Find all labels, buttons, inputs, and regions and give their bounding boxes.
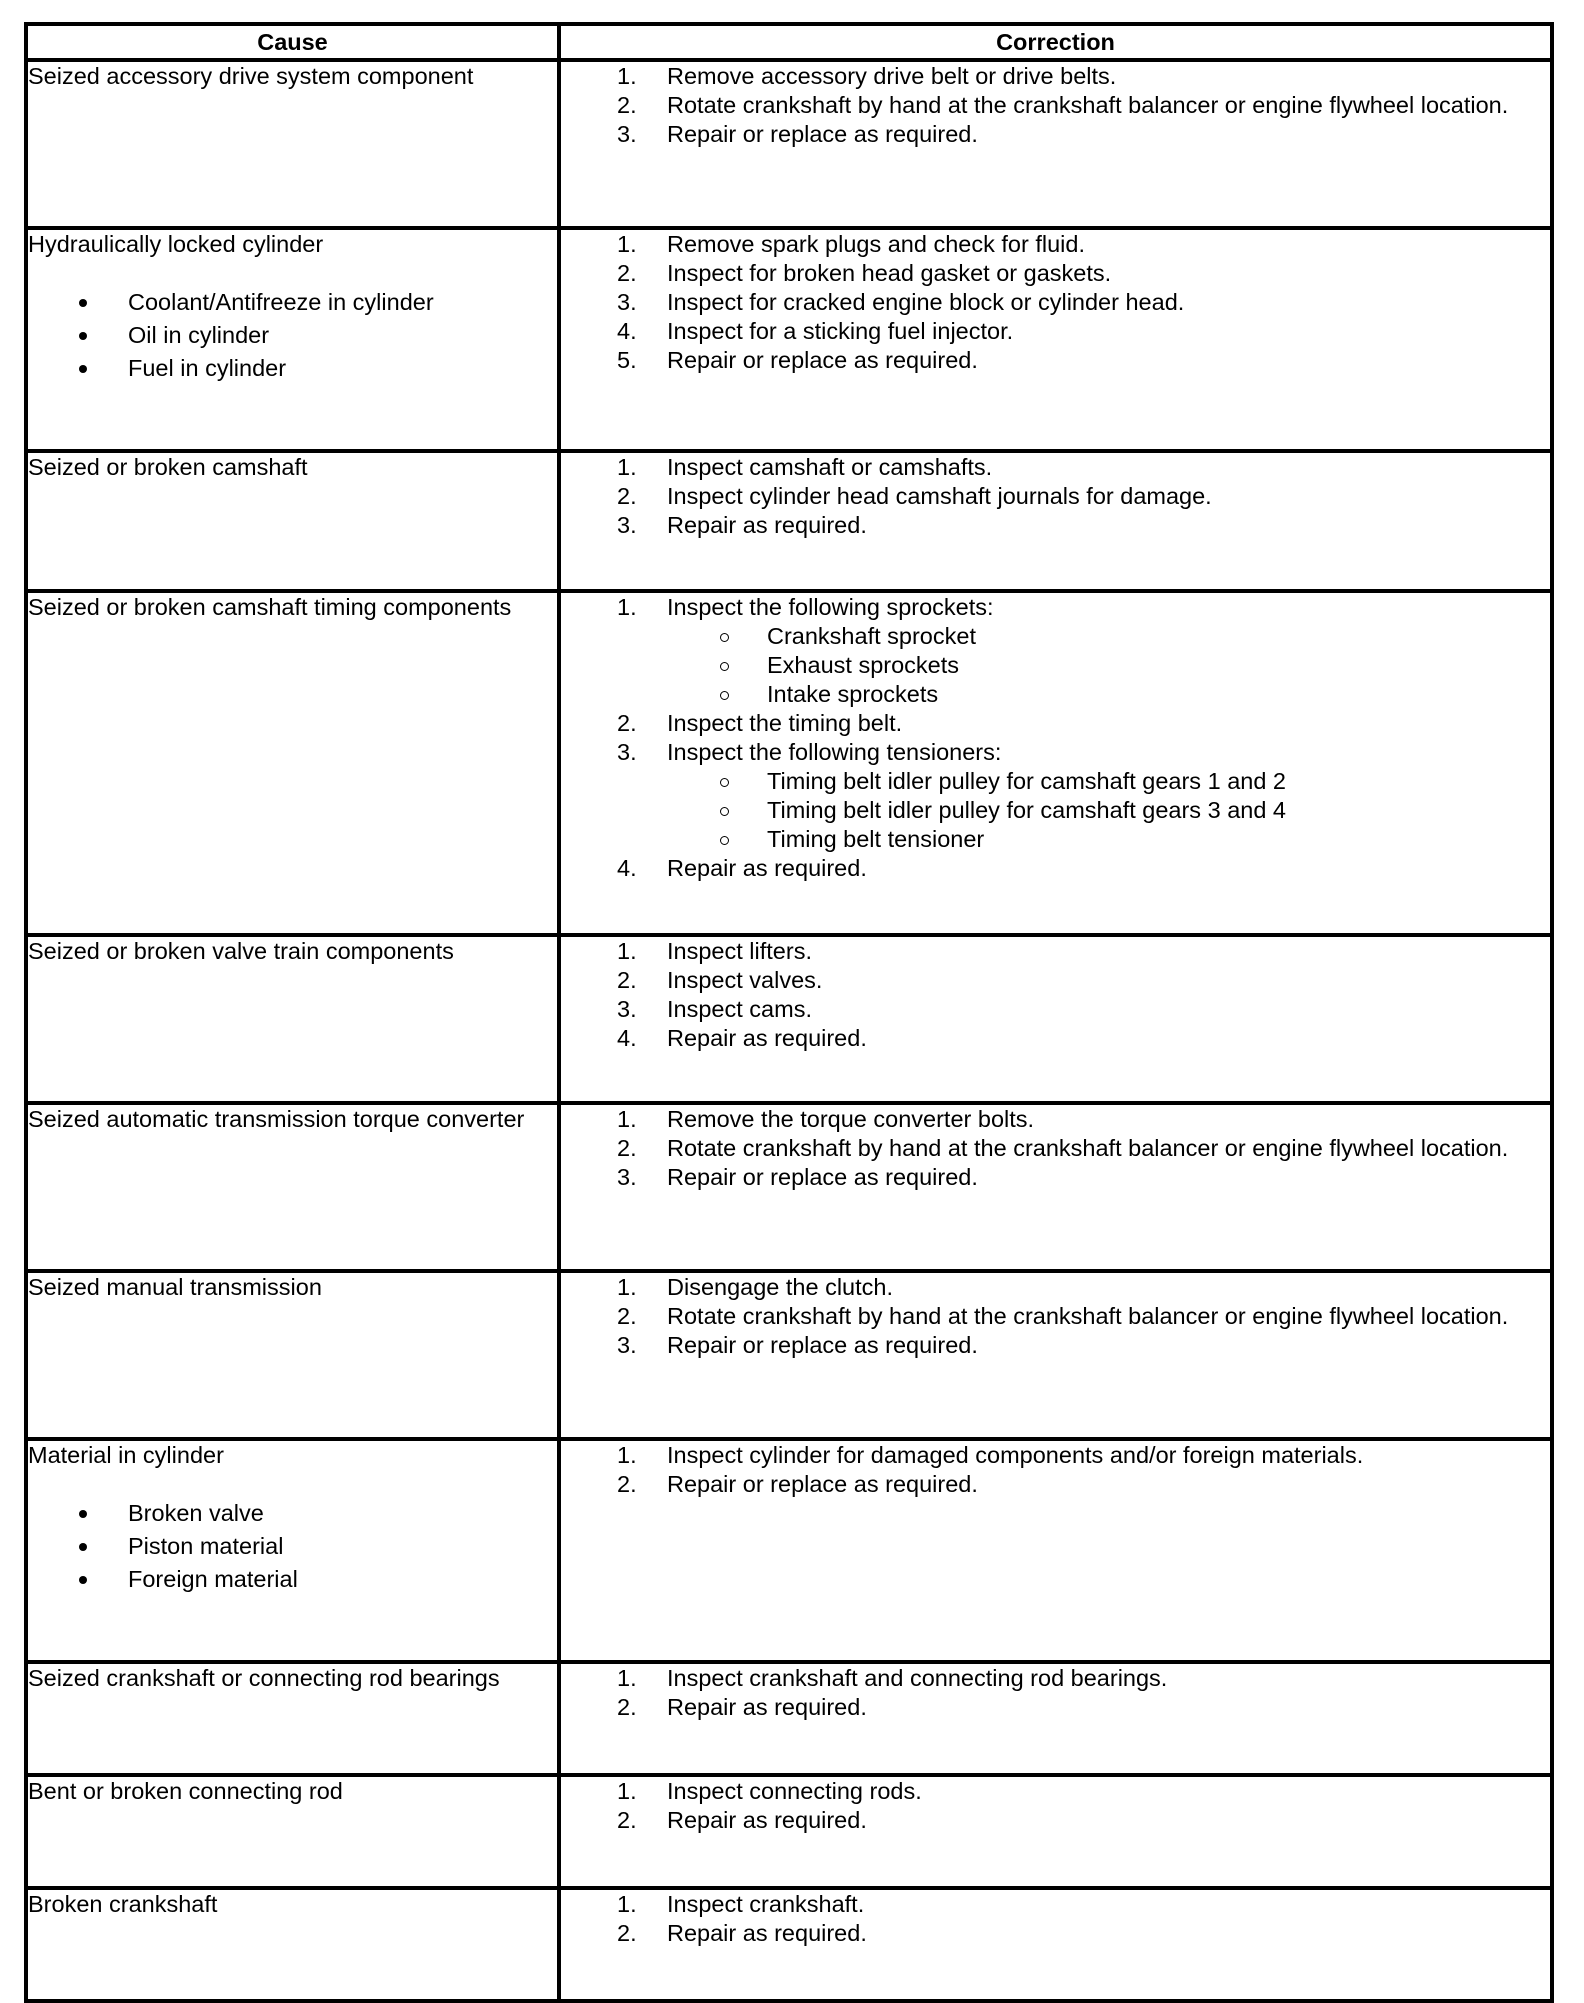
cause-text: Seized automatic transmission torque converter — [28, 1106, 525, 1132]
cause-cell — [26, 1439, 559, 1662]
bullet-dot-icon — [79, 365, 87, 373]
step-text: Rotate crankshaft by hand at the crankshaft balancer or engine flywheel location. — [667, 1303, 1509, 1329]
step-number: 3. — [617, 512, 637, 538]
step-number: 1. — [617, 594, 637, 620]
correction-cell — [559, 1888, 1552, 2001]
step-text: Repair as required. — [667, 512, 867, 538]
correction-step — [561, 288, 1550, 317]
cause-cell — [26, 228, 559, 451]
step-number: 4. — [617, 318, 637, 344]
cause-bullet-text: Piston material — [128, 1533, 284, 1559]
correction-step — [561, 1919, 1550, 1948]
step-text: Inspect camshaft or camshafts. — [667, 454, 993, 480]
correction-step — [561, 259, 1550, 288]
cause-bullet-item — [28, 319, 557, 352]
cause-bullet-text: Fuel in cylinder — [128, 355, 287, 381]
cause-bullet-text: Oil in cylinder — [128, 322, 270, 348]
table-row — [26, 1662, 1552, 1775]
cause-cell — [26, 1662, 559, 1775]
step-text: Inspect the timing belt. — [667, 710, 903, 736]
correction-steps-list — [561, 62, 1550, 149]
sub-step-text: Timing belt idler pulley for camshaft gears 1 and 2 — [767, 768, 1286, 794]
step-text: Remove accessory drive belt or drive belts. — [667, 63, 1117, 89]
hollow-circle-bullet-icon — [720, 836, 729, 845]
step-number: 1. — [617, 1891, 637, 1917]
cause-text: Bent or broken connecting rod — [28, 1778, 343, 1804]
step-text: Repair as required. — [667, 1807, 867, 1833]
correction-step — [561, 346, 1550, 375]
step-text: Inspect connecting rods. — [667, 1778, 922, 1804]
cause-text: Seized manual transmission — [28, 1274, 322, 1300]
step-text: Inspect for a sticking fuel injector. — [667, 318, 1014, 344]
cause-bullet-text: Coolant/Antifreeze in cylinder — [128, 289, 434, 315]
cause-bullet-text: Foreign material — [128, 1566, 298, 1592]
step-text: Repair as required. — [667, 1694, 867, 1720]
correction-cell — [559, 1775, 1552, 1888]
table-row — [26, 1271, 1552, 1439]
cause-text: Material in cylinder — [28, 1442, 224, 1468]
table-row — [26, 60, 1552, 228]
step-number: 1. — [617, 1665, 637, 1691]
correction-step — [561, 230, 1550, 259]
step-number: 2. — [617, 1807, 637, 1833]
step-text: Disengage the clutch. — [667, 1274, 894, 1300]
step-text: Rotate crankshaft by hand at the crankshaft balancer or engine flywheel location. — [667, 92, 1509, 118]
hollow-circle-bullet-icon — [720, 662, 729, 671]
step-text: Inspect crankshaft. — [667, 1891, 865, 1917]
correction-cell — [559, 451, 1552, 591]
correction-steps-list — [561, 1105, 1550, 1192]
correction-steps-list — [561, 1890, 1550, 1948]
correction-step — [561, 1273, 1550, 1302]
cause-text: Seized accessory drive system component — [28, 63, 474, 89]
sub-step-text: Intake sprockets — [767, 681, 939, 707]
cause-text: Broken crankshaft — [28, 1891, 218, 1917]
cause-bullet-item — [28, 286, 557, 319]
cause-text: Seized crankshaft or connecting rod bearings — [28, 1665, 500, 1691]
step-number: 2. — [617, 1303, 637, 1329]
cause-bullet-list — [28, 286, 557, 385]
step-number: 3. — [617, 1332, 637, 1358]
table-header-row — [26, 24, 1552, 60]
correction-cell — [559, 591, 1552, 935]
table-row — [26, 591, 1552, 935]
correction-step — [561, 1470, 1550, 1499]
correction-step — [561, 1777, 1550, 1806]
correction-steps-list — [561, 1664, 1550, 1722]
step-number: 2. — [617, 1471, 637, 1497]
bullet-dot-icon — [79, 332, 87, 340]
correction-steps-list — [561, 1777, 1550, 1835]
cause-text: Hydraulically locked cylinder — [28, 231, 324, 257]
step-number: 1. — [617, 938, 637, 964]
cause-bullet-item — [28, 352, 557, 385]
correction-steps-list — [561, 1273, 1550, 1360]
correction-step — [561, 1693, 1550, 1722]
table-body — [26, 60, 1552, 2001]
step-text: Inspect valves. — [667, 967, 823, 993]
sub-step-text: Timing belt tensioner — [767, 826, 985, 852]
step-number: 2. — [617, 967, 637, 993]
sub-step-list — [667, 622, 1550, 709]
correction-step — [561, 91, 1550, 120]
cause-bullet-item — [28, 1563, 557, 1596]
step-text: Inspect crankshaft and connecting rod bearings. — [667, 1665, 1168, 1691]
cause-cell — [26, 451, 559, 591]
step-text: Repair as required. — [667, 1920, 867, 1946]
sub-step-text: Exhaust sprockets — [767, 652, 960, 678]
hollow-circle-bullet-icon — [720, 633, 729, 642]
step-text: Repair as required. — [667, 855, 867, 881]
step-number: 1. — [617, 63, 637, 89]
cause-cell — [26, 1888, 559, 2001]
cause-bullet-list — [28, 1497, 557, 1596]
table-row — [26, 935, 1552, 1103]
cause-cell — [26, 591, 559, 935]
correction-step — [561, 120, 1550, 149]
sub-step-item — [667, 796, 1550, 825]
step-text: Repair or replace as required. — [667, 1332, 978, 1358]
correction-step — [561, 1806, 1550, 1835]
correction-steps-list — [561, 230, 1550, 375]
step-number: 5. — [617, 347, 637, 373]
step-number: 4. — [617, 1025, 637, 1051]
correction-steps-list — [561, 453, 1550, 540]
cause-bullet-item — [28, 1497, 557, 1530]
sub-step-item — [667, 825, 1550, 854]
step-text: Inspect the following sprockets: — [667, 594, 994, 620]
correction-steps-list — [561, 593, 1550, 883]
step-text: Inspect the following tensioners: — [667, 739, 1002, 765]
sub-step-text: Timing belt idler pulley for camshaft gears 3 and 4 — [767, 797, 1286, 823]
correction-step — [561, 854, 1550, 883]
sub-step-item — [667, 680, 1550, 709]
cause-text: Seized or broken camshaft timing components — [28, 594, 512, 620]
correction-cell — [559, 1439, 1552, 1662]
correction-cell — [559, 228, 1552, 451]
sub-step-list — [667, 767, 1550, 854]
step-number: 1. — [617, 231, 637, 257]
correction-step — [561, 1664, 1550, 1693]
step-text: Inspect cams. — [667, 996, 812, 1022]
step-text: Inspect cylinder for damaged components and/or foreign materials. — [667, 1442, 1364, 1468]
bullet-dot-icon — [79, 1510, 87, 1518]
step-number: 2. — [617, 92, 637, 118]
sub-step-item — [667, 622, 1550, 651]
column-header-cause: Cause — [26, 24, 559, 60]
table-row — [26, 1888, 1552, 2001]
correction-step — [561, 1163, 1550, 1192]
correction-step — [561, 511, 1550, 540]
step-number: 1. — [617, 454, 637, 480]
table-row — [26, 1103, 1552, 1271]
cause-bullet-item — [28, 1530, 557, 1563]
correction-cell — [559, 1271, 1552, 1439]
bullet-dot-icon — [79, 1543, 87, 1551]
table-row — [26, 451, 1552, 591]
step-number: 2. — [617, 260, 637, 286]
step-number: 1. — [617, 1442, 637, 1468]
step-number: 1. — [617, 1274, 637, 1300]
step-text: Inspect cylinder head camshaft journals for damage. — [667, 483, 1212, 509]
diagnostic-table — [24, 22, 1554, 2003]
step-number: 2. — [617, 483, 637, 509]
correction-cell — [559, 1662, 1552, 1775]
step-number: 4. — [617, 855, 637, 881]
hollow-circle-bullet-icon — [720, 778, 729, 787]
step-number: 1. — [617, 1106, 637, 1132]
column-header-correction: Correction — [559, 24, 1552, 60]
hollow-circle-bullet-icon — [720, 807, 729, 816]
correction-step — [561, 1024, 1550, 1053]
correction-step — [561, 1134, 1550, 1163]
correction-step — [561, 937, 1550, 966]
correction-step — [561, 995, 1550, 1024]
correction-step — [561, 1890, 1550, 1919]
step-number: 3. — [617, 739, 637, 765]
table-row — [26, 228, 1552, 451]
step-number: 3. — [617, 1164, 637, 1190]
step-text: Remove spark plugs and check for fluid. — [667, 231, 1085, 257]
step-number: 3. — [617, 121, 637, 147]
step-text: Rotate crankshaft by hand at the crankshaft balancer or engine flywheel location. — [667, 1135, 1509, 1161]
correction-steps-list — [561, 937, 1550, 1053]
correction-step — [561, 482, 1550, 511]
correction-step — [561, 1331, 1550, 1360]
cause-text: Seized or broken valve train components — [28, 938, 454, 964]
step-text: Inspect for cracked engine block or cylinder head. — [667, 289, 1185, 315]
correction-step — [561, 317, 1550, 346]
correction-step — [561, 738, 1550, 854]
step-text: Repair or replace as required. — [667, 1164, 978, 1190]
cause-cell — [26, 935, 559, 1103]
correction-cell — [559, 1103, 1552, 1271]
step-number: 1. — [617, 1778, 637, 1804]
step-number: 3. — [617, 996, 637, 1022]
bullet-dot-icon — [79, 299, 87, 307]
table-row — [26, 1439, 1552, 1662]
step-text: Inspect for broken head gasket or gaskets. — [667, 260, 1112, 286]
correction-step — [561, 1105, 1550, 1134]
step-text: Repair as required. — [667, 1025, 867, 1051]
sub-step-text: Crankshaft sprocket — [767, 623, 976, 649]
cause-cell — [26, 60, 559, 228]
step-text: Remove the torque converter bolts. — [667, 1106, 1035, 1132]
table-row — [26, 1775, 1552, 1888]
cause-cell — [26, 1775, 559, 1888]
step-number: 2. — [617, 1135, 637, 1161]
step-number: 2. — [617, 710, 637, 736]
correction-step — [561, 1441, 1550, 1470]
correction-step — [561, 593, 1550, 709]
correction-cell — [559, 60, 1552, 228]
cause-cell — [26, 1103, 559, 1271]
correction-step — [561, 966, 1550, 995]
correction-cell — [559, 935, 1552, 1103]
step-number: 2. — [617, 1694, 637, 1720]
correction-step — [561, 62, 1550, 91]
cause-cell — [26, 1271, 559, 1439]
step-text: Repair or replace as required. — [667, 121, 978, 147]
cause-text: Seized or broken camshaft — [28, 454, 308, 480]
step-number: 3. — [617, 289, 637, 315]
step-number: 2. — [617, 1920, 637, 1946]
bullet-dot-icon — [79, 1576, 87, 1584]
step-text: Repair or replace as required. — [667, 1471, 978, 1497]
correction-step — [561, 1302, 1550, 1331]
sub-step-item — [667, 651, 1550, 680]
sub-step-item — [667, 767, 1550, 796]
correction-steps-list — [561, 1441, 1550, 1499]
correction-step — [561, 453, 1550, 482]
correction-step — [561, 709, 1550, 738]
hollow-circle-bullet-icon — [720, 691, 729, 700]
cause-bullet-text: Broken valve — [128, 1500, 264, 1526]
step-text: Inspect lifters. — [667, 938, 812, 964]
step-text: Repair or replace as required. — [667, 347, 978, 373]
